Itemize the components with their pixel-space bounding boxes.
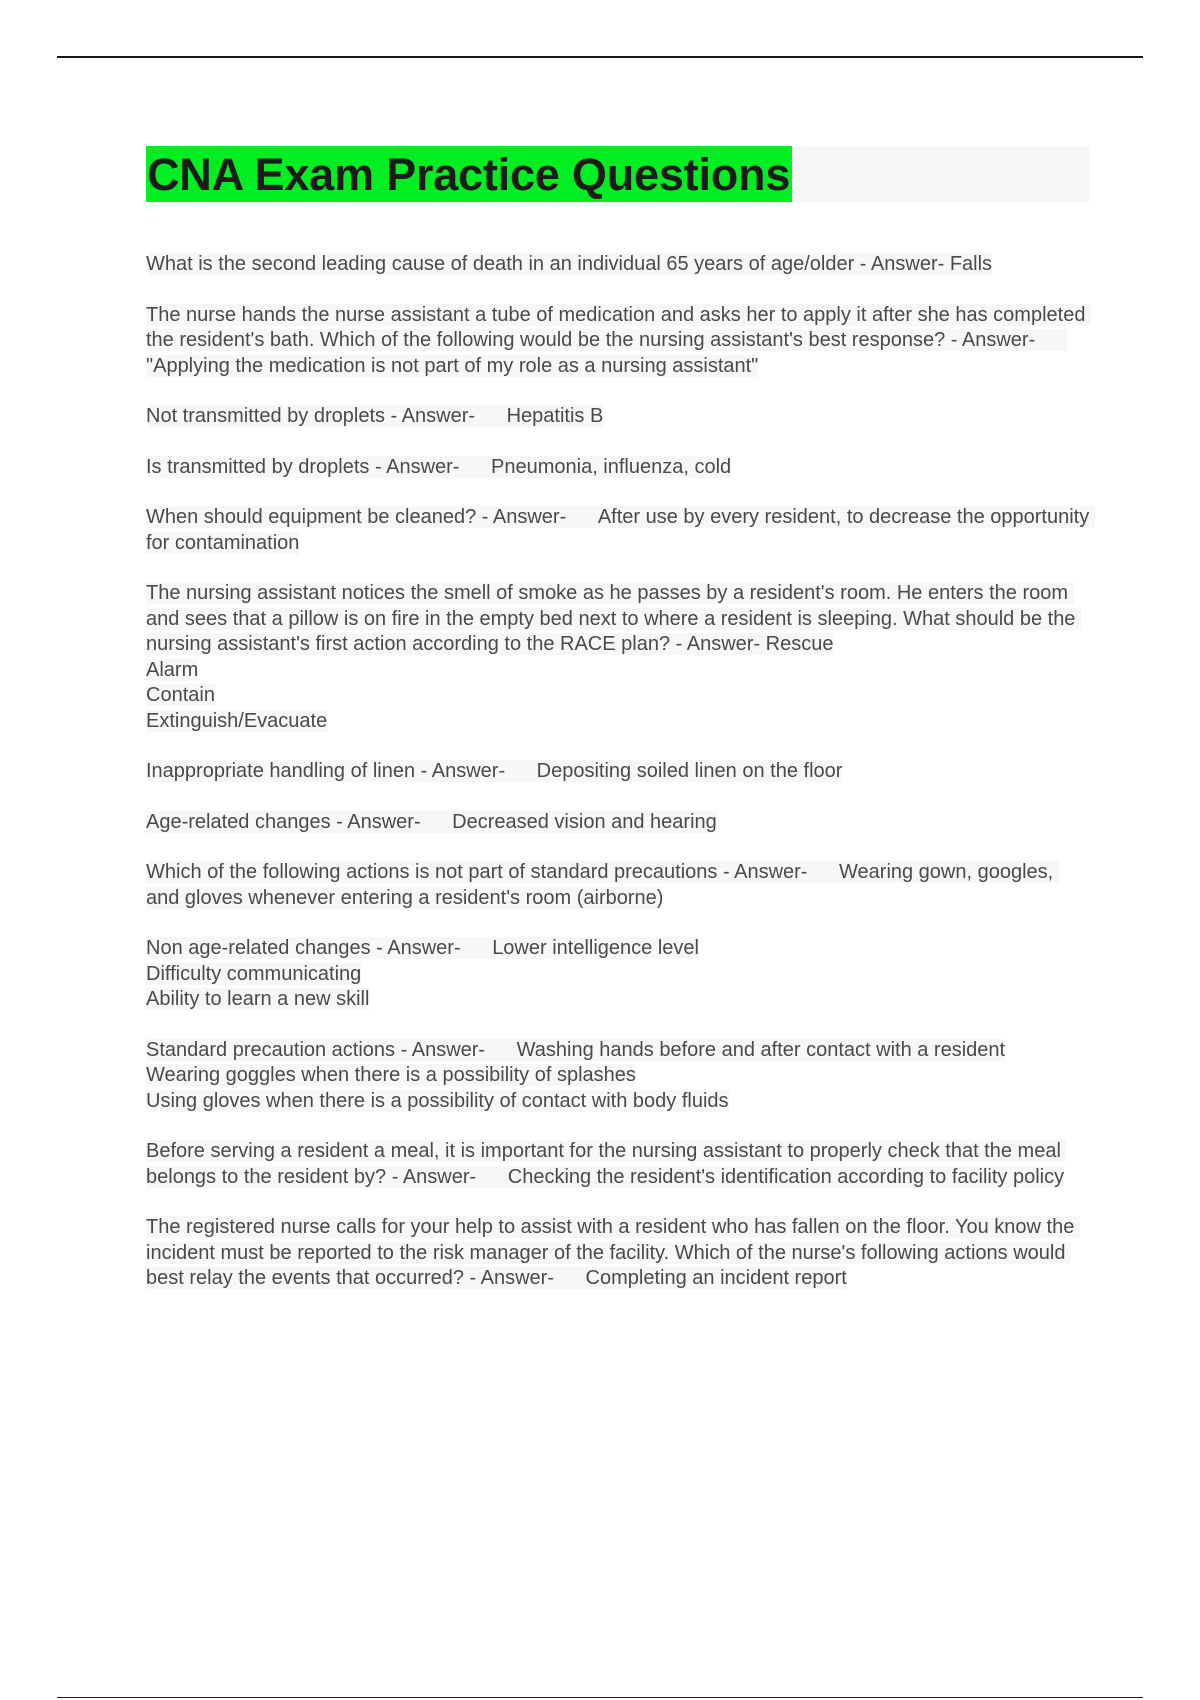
answer-text: After use by every resident, to decrease the opportunity for contamination [146,506,1095,554]
answer-marker: - Answer- [717,861,814,883]
answer-marker: - Answer- [854,253,950,275]
answer-text: Washing hands before and after contact with a resident Wearing goggles when there is a possibility of splashes Using gloves when there is a possibility of contact with body fluids [146,1038,1006,1112]
answer-marker: - Answer- [369,455,466,478]
answer-text: Hepatitis B [506,405,604,427]
question-text: Inappropriate handling of linen [146,760,416,782]
document-title: CNA Exam Practice Questions [146,146,792,202]
answer-marker: - Answer- [330,810,427,833]
qa-item [146,860,1090,911]
question-text: Not transmitted by droplets [146,405,385,427]
question-text: Standard precaution actions [146,1038,396,1061]
answer-marker: - Answer- [670,633,766,655]
qa-item [146,505,1095,556]
qa-item [146,581,1090,734]
question-text: What is the second leading cause of death in an individual 65 years of age/older [146,253,855,275]
answer-text: Pneumonia, influenza, cold [491,455,732,478]
footer-rule [57,1697,1143,1698]
qa-item [146,1038,1090,1115]
qa-item [146,455,1090,481]
qa-item [146,1139,1090,1190]
question-text: The nursing assistant notices the smell of smoke as he passes by a resident's room. He enters the room and sees that a pillow is on fire in the empty bed next to where a resident is sleeping. What should be the nursing assistant's first action according to the RACE plan? [146,582,1081,655]
qa-item [146,252,1090,278]
answer-text: Completing an incident report [585,1267,847,1289]
answer-marker: - Answer- [395,1038,491,1061]
qa-item [146,1215,1090,1292]
answer-text: Falls [949,253,993,275]
header-rule [57,56,1143,58]
answer-text: "Applying the medication is not part of my role as a nursing assistant" [146,354,759,377]
answer-text: Depositing soiled linen on the floor [536,760,843,782]
answer-marker: - Answer- [463,1267,560,1289]
answer-text: Wearing gown, googles, and gloves whenever entering a resident's room (airborne) [146,861,1059,909]
answer-marker: - Answer- [386,1165,482,1188]
qa-item [146,759,1090,785]
answer-marker: - Answer- [415,760,511,782]
qa-item [146,303,1090,380]
answer-marker: - Answer- [945,329,1041,351]
question-text: Which of the following actions is not part of standard precautions [146,861,718,883]
question-text: Is transmitted by droplets [146,455,370,478]
answer-marker: - Answer- [476,506,572,528]
answer-marker: - Answer- [385,405,481,427]
title-row [146,146,1090,202]
document-body [146,146,1095,1317]
question-text: When should equipment be cleaned? [146,506,477,528]
qa-list [146,252,1095,1292]
qa-item [146,936,1090,1013]
answer-text: Lower intelligence level Difficulty communicating Ability to learn a new skill [146,937,699,1010]
question-text: Before serving a resident a meal, it is important for the nursing assistant to properly check that the meal belongs to the resident by? [146,1140,1067,1188]
answer-marker: - Answer- [370,937,467,959]
question-text: Non age-related changes [146,937,371,959]
qa-item [146,810,1090,836]
answer-text: Decreased vision and hearing [452,810,717,833]
answer-text: Rescue Alarm Contain Extinguish/Evacuate [146,633,834,732]
answer-text: Checking the resident's identification according to facility policy [507,1165,1065,1188]
qa-item [146,404,1090,430]
question-text: The registered nurse calls for your help to assist with a resident who has fallen on the floor. You know the incident must be reported to the risk manager of the facility. Which of the nurse's following actions would best relay the events that occurred? [146,1216,1080,1289]
question-text: The nurse hands the nurse assistant a tube of medication and asks her to apply it after she has completed the resident's bath. Which of the following would be the nursing assistant's best response? [146,303,1092,351]
question-text: Age-related changes [146,810,331,833]
